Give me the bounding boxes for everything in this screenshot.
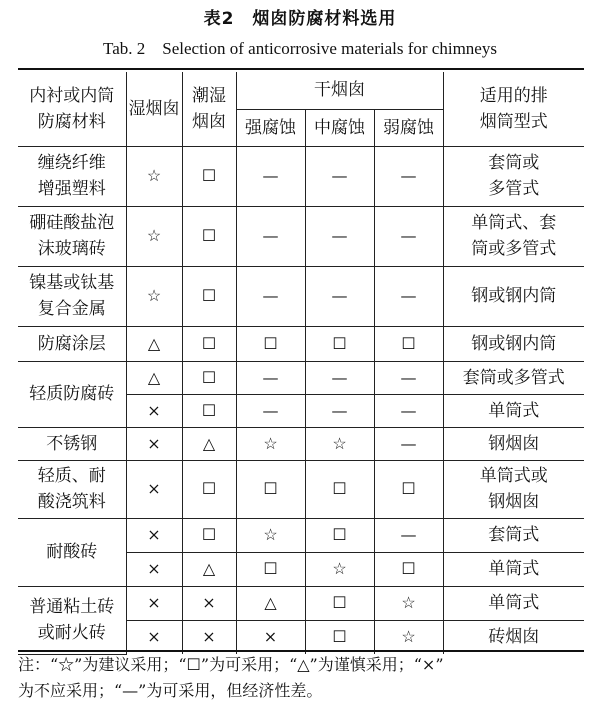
type-cell: 钢或钢内筒 xyxy=(443,266,584,326)
type-line: 多管式 xyxy=(488,179,540,199)
type-cell xyxy=(443,460,584,518)
table-title-english: Tab. 2 Selection of anticorrosive materials for chimneys xyxy=(103,39,497,58)
material-cell: 轻质防腐砖 xyxy=(18,361,126,427)
table-row xyxy=(18,266,584,326)
material-cell xyxy=(18,266,126,326)
weak-cell: — xyxy=(374,146,443,206)
material-cell: 不锈钢 xyxy=(18,427,126,460)
damp-cell: × xyxy=(182,586,236,620)
medium-cell: — xyxy=(305,361,374,394)
strong-cell: ☐ xyxy=(236,460,305,518)
medium-cell: — xyxy=(305,206,374,266)
table-row xyxy=(18,326,584,361)
wet-cell: × xyxy=(126,394,182,427)
material-cell: 防腐涂层 xyxy=(18,326,126,361)
wet-cell: ☆ xyxy=(126,146,182,206)
strong-cell: ☆ xyxy=(236,427,305,460)
weak-cell: — xyxy=(374,427,443,460)
material-line: 酸浇筑料 xyxy=(37,492,106,512)
type-cell: 套筒式 xyxy=(443,518,584,552)
material-line: 轻质、耐 xyxy=(37,466,106,486)
type-cell: 单筒式 xyxy=(443,552,584,586)
weak-cell: ☆ xyxy=(374,620,443,654)
type-cell: 砖烟囱 xyxy=(443,620,584,654)
header-dry-chimney: 干烟囱 xyxy=(236,72,443,109)
damp-cell: ☐ xyxy=(182,146,236,206)
wet-cell: △ xyxy=(126,326,182,361)
damp-cell: ☐ xyxy=(182,266,236,326)
medium-cell: ☐ xyxy=(305,518,374,552)
wet-cell: ☆ xyxy=(126,206,182,266)
header-wet-chimney: 湿烟囱 xyxy=(126,72,182,146)
wet-cell: × xyxy=(126,586,182,620)
material-line: 复合金属 xyxy=(37,299,106,319)
table-top-rule xyxy=(18,68,584,70)
weak-cell: — xyxy=(374,206,443,266)
strong-cell: ☆ xyxy=(236,518,305,552)
anticorrosive-materials-table xyxy=(18,72,584,655)
medium-cell: ☐ xyxy=(305,326,374,361)
wet-cell: △ xyxy=(126,361,182,394)
material-cell xyxy=(18,206,126,266)
wet-cell: ☆ xyxy=(126,266,182,326)
type-cell: 钢烟囱 xyxy=(443,427,584,460)
material-line: 或耐火砖 xyxy=(37,623,106,643)
strong-cell: — xyxy=(236,206,305,266)
strong-cell: △ xyxy=(236,586,305,620)
wet-cell: × xyxy=(126,460,182,518)
strong-cell: — xyxy=(236,361,305,394)
weak-cell: — xyxy=(374,266,443,326)
header-type-line: 适用的排 xyxy=(479,85,548,106)
header-damp-line: 烟囱 xyxy=(192,111,226,132)
damp-cell: ☐ xyxy=(182,361,236,394)
strong-cell: ☐ xyxy=(236,326,305,361)
table-row xyxy=(18,361,584,394)
material-line: 增强塑料 xyxy=(37,179,106,199)
header-material-line: 内衬或内筒 xyxy=(29,85,115,106)
medium-cell: ☐ xyxy=(305,586,374,620)
weak-cell: ☐ xyxy=(374,326,443,361)
weak-cell: — xyxy=(374,394,443,427)
type-line: 单筒式或 xyxy=(479,466,548,486)
material-cell: 耐酸砖 xyxy=(18,518,126,586)
weak-cell: — xyxy=(374,518,443,552)
medium-cell: — xyxy=(305,146,374,206)
header-material-line: 防腐材料 xyxy=(37,111,106,132)
header-strong-corrosion: 强腐蚀 xyxy=(236,109,305,146)
strong-cell: × xyxy=(236,620,305,654)
type-line: 套筒或 xyxy=(488,153,540,173)
type-cell: 单筒式 xyxy=(443,394,584,427)
weak-cell: ☐ xyxy=(374,460,443,518)
material-cell xyxy=(18,460,126,518)
table-row xyxy=(18,586,584,620)
type-line: 单筒式、套 xyxy=(471,213,557,233)
damp-cell: ☐ xyxy=(182,206,236,266)
type-cell xyxy=(443,146,584,206)
type-cell xyxy=(443,206,584,266)
table-row xyxy=(18,427,584,460)
damp-cell: × xyxy=(182,620,236,654)
medium-cell: ☐ xyxy=(305,460,374,518)
header-damp-chimney xyxy=(182,72,236,146)
table-row xyxy=(18,206,584,266)
header-damp-line: 潮湿 xyxy=(192,85,226,106)
weak-cell: — xyxy=(374,361,443,394)
material-cell xyxy=(18,146,126,206)
wet-cell: × xyxy=(126,552,182,586)
table-row xyxy=(18,518,584,552)
material-line: 缠绕纤维 xyxy=(37,153,106,173)
damp-cell: ☐ xyxy=(182,518,236,552)
wet-cell: × xyxy=(126,518,182,552)
table-row xyxy=(18,460,584,518)
damp-cell: ☐ xyxy=(182,460,236,518)
damp-cell: ☐ xyxy=(182,326,236,361)
weak-cell: ☆ xyxy=(374,586,443,620)
table-row xyxy=(18,146,584,206)
strong-cell: — xyxy=(236,394,305,427)
weak-cell: ☐ xyxy=(374,552,443,586)
type-cell: 钢或钢内筒 xyxy=(443,326,584,361)
strong-cell: — xyxy=(236,266,305,326)
footnote-line: 为不应采用；“—”为可采用，但经济性差。 xyxy=(18,681,323,700)
header-weak-corrosion: 弱腐蚀 xyxy=(374,109,443,146)
damp-cell: ☐ xyxy=(182,394,236,427)
material-line: 普通粘土砖 xyxy=(29,597,115,617)
header-type-line: 烟筒型式 xyxy=(479,111,548,132)
strong-cell: — xyxy=(236,146,305,206)
type-cell: 套筒或多管式 xyxy=(443,361,584,394)
wet-cell: × xyxy=(126,620,182,654)
type-cell: 单筒式 xyxy=(443,586,584,620)
medium-cell: ☆ xyxy=(305,427,374,460)
footnote-line: 注：“☆”为建议采用；“☐”为可采用；“△”为谨慎采用；“×” xyxy=(18,655,444,674)
type-line: 钢烟囱 xyxy=(488,492,540,512)
damp-cell: △ xyxy=(182,427,236,460)
strong-cell: ☐ xyxy=(236,552,305,586)
table-title-chinese: 表2 烟囱防腐材料选用 xyxy=(203,9,397,29)
medium-cell: ☐ xyxy=(305,620,374,654)
header-applicable-type xyxy=(443,72,584,146)
table-footnote xyxy=(18,652,584,704)
damp-cell: △ xyxy=(182,552,236,586)
medium-cell: ☆ xyxy=(305,552,374,586)
material-line: 沫玻璃砖 xyxy=(37,239,106,259)
header-medium-corrosion: 中腐蚀 xyxy=(305,109,374,146)
medium-cell: — xyxy=(305,394,374,427)
material-line: 硼硅酸盐泡 xyxy=(29,213,115,233)
type-line: 筒或多管式 xyxy=(471,239,557,259)
header-material xyxy=(18,72,126,146)
material-line: 镍基或钛基 xyxy=(29,273,115,293)
wet-cell: × xyxy=(126,427,182,460)
medium-cell: — xyxy=(305,266,374,326)
material-cell xyxy=(18,586,126,654)
